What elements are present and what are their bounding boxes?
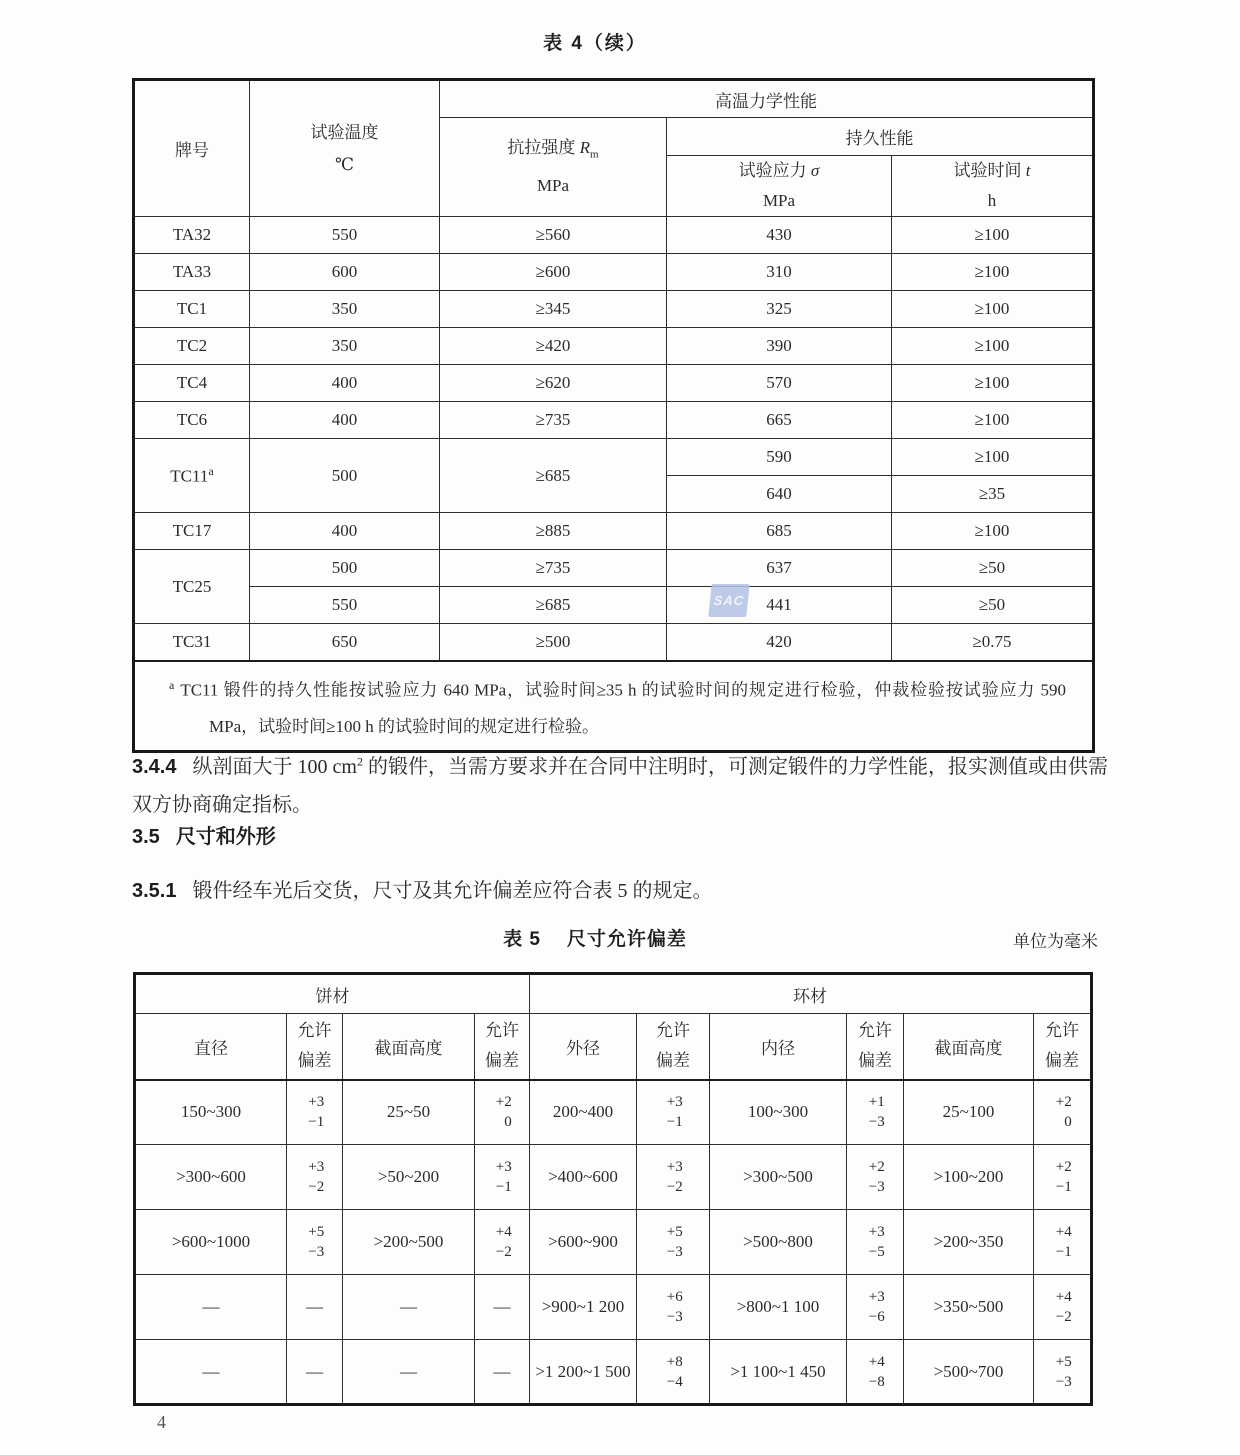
t4-grade-cell: TA32 bbox=[134, 217, 250, 254]
t5-tolerance-cell bbox=[637, 1080, 710, 1145]
t5-range-cell: — bbox=[135, 1275, 287, 1340]
tolerance-plus: +3 bbox=[666, 1094, 683, 1111]
t5-tolerance-cell bbox=[847, 1275, 904, 1340]
t5-tolerance-cell: — bbox=[287, 1340, 343, 1405]
t4-stress-cell: 325 bbox=[667, 291, 892, 328]
tolerance-minus: −6 bbox=[868, 1309, 885, 1325]
t4-time-cell: ≥50 bbox=[892, 587, 1094, 624]
temp-label: 试验温度 bbox=[310, 122, 379, 142]
stress-unit: MPa bbox=[762, 191, 796, 210]
t4-grade-cell bbox=[134, 439, 250, 513]
t5-range-cell: >400~600 bbox=[530, 1145, 637, 1210]
t4-stress-cell: 685 bbox=[667, 513, 892, 550]
t5-range-cell: >300~500 bbox=[710, 1145, 847, 1210]
t5-tolerance-cell bbox=[637, 1210, 710, 1275]
time-unit: h bbox=[987, 191, 997, 210]
table5-row bbox=[135, 1340, 1092, 1405]
t4-stress-cell: 665 bbox=[667, 402, 892, 439]
clause-3-4-4 bbox=[132, 742, 1108, 824]
tolerance-minus: −8 bbox=[868, 1373, 885, 1390]
clause-3-4-4-number: 3.4.4 bbox=[132, 755, 177, 778]
table5-caption-row bbox=[0, 924, 1240, 960]
tolerance-plus: +2 bbox=[1055, 1159, 1072, 1175]
t4-rm-cell: ≥345 bbox=[440, 291, 667, 328]
t4-stress-cell: 570 bbox=[667, 365, 892, 402]
t4-time-cell: ≥0.75 bbox=[892, 624, 1094, 661]
tolerance-minus: −2 bbox=[666, 1179, 683, 1195]
t4-grade-cell: TC31 bbox=[134, 624, 250, 661]
table5-row bbox=[135, 1210, 1092, 1275]
t4-time-cell: ≥100 bbox=[892, 254, 1094, 291]
tolerance-minus: −1 bbox=[1055, 1244, 1072, 1260]
t5-header-tolerance bbox=[1034, 1014, 1092, 1080]
tolerance-minus: −1 bbox=[495, 1179, 512, 1195]
t4-rm-cell: ≥560 bbox=[440, 217, 667, 254]
sac-watermark bbox=[708, 584, 749, 617]
tolerance-line2: 偏差 bbox=[297, 1051, 332, 1071]
tolerance-minus: 0 bbox=[1064, 1114, 1072, 1131]
t4-grade-cell: TC2 bbox=[134, 328, 250, 365]
t5-header-tolerance bbox=[475, 1014, 530, 1080]
t5-range-cell: >600~900 bbox=[530, 1210, 637, 1275]
t5-range-cell: >500~700 bbox=[904, 1340, 1034, 1405]
tolerance-minus: −3 bbox=[666, 1309, 683, 1325]
t5-tolerance-cell bbox=[1034, 1340, 1092, 1405]
t4-stress-cell: 640 bbox=[667, 476, 892, 513]
table4-row bbox=[134, 439, 1094, 476]
t4-time-cell: ≥100 bbox=[892, 291, 1094, 328]
t4-rm-cell: ≥735 bbox=[440, 550, 667, 587]
table5 bbox=[133, 972, 1093, 1406]
tolerance-plus: +3 bbox=[308, 1159, 325, 1175]
t4-rm-cell: ≥620 bbox=[440, 365, 667, 402]
t4-header-grade: 牌号 bbox=[134, 80, 250, 217]
t5-header-diameter: 直径 bbox=[135, 1014, 287, 1080]
t4-stress-cell: 420 bbox=[667, 624, 892, 661]
t5-tolerance-cell bbox=[847, 1080, 904, 1145]
t4-header-stress bbox=[667, 156, 892, 217]
tensile-label: 抗拉强度 bbox=[507, 137, 580, 157]
clause-3-4-4-text-pre: 纵剖面大于 100 cm bbox=[192, 755, 357, 778]
stress-label-line bbox=[667, 156, 891, 186]
t4-header-tensile bbox=[440, 118, 667, 217]
t4-stress-cell: 390 bbox=[667, 328, 892, 365]
tensile-unit: MPa bbox=[536, 176, 570, 196]
t4-grade-cell: TA33 bbox=[134, 254, 250, 291]
tolerance-line2: 偏差 bbox=[1045, 1051, 1079, 1071]
tolerance-minus: 0 bbox=[504, 1114, 512, 1131]
table4-row bbox=[134, 328, 1094, 365]
t5-range-cell: — bbox=[343, 1340, 475, 1405]
t5-tolerance-cell bbox=[637, 1275, 710, 1340]
t4-rm-cell: ≥420 bbox=[440, 328, 667, 365]
tensile-symbol-sub: m bbox=[590, 148, 599, 161]
tolerance-minus: −2 bbox=[495, 1244, 512, 1260]
t4-header-time bbox=[892, 156, 1094, 217]
t4-rm-cell: ≥685 bbox=[440, 587, 667, 624]
t5-range-cell: — bbox=[135, 1340, 287, 1405]
table5-group-row bbox=[135, 974, 1092, 1014]
t4-time-cell: ≥50 bbox=[892, 550, 1094, 587]
t4-grade-cell: TC1 bbox=[134, 291, 250, 328]
t5-tolerance-cell: — bbox=[475, 1340, 530, 1405]
tolerance-minus: −3 bbox=[868, 1179, 885, 1195]
clause-3-5-1-number: 3.5.1 bbox=[132, 880, 177, 902]
t4-time-cell: ≥100 bbox=[892, 217, 1094, 254]
tolerance-line2: 偏差 bbox=[656, 1051, 690, 1071]
tolerance-plus: +4 bbox=[495, 1224, 512, 1240]
t4-temp-cell: 400 bbox=[250, 365, 440, 402]
table4-row bbox=[134, 550, 1094, 587]
tolerance-minus: −2 bbox=[1055, 1309, 1072, 1325]
t4-grade-cell: TC25 bbox=[134, 550, 250, 624]
t5-range-cell: >300~600 bbox=[135, 1145, 287, 1210]
t5-header-outer-diameter: 外径 bbox=[530, 1014, 637, 1080]
tolerance-plus: +2 bbox=[868, 1159, 885, 1175]
t5-tolerance-cell bbox=[1034, 1210, 1092, 1275]
stress-label: 试验应力 bbox=[738, 161, 811, 180]
t5-tolerance-cell bbox=[1034, 1145, 1092, 1210]
t5-range-cell: 25~100 bbox=[904, 1080, 1034, 1145]
t4-stress-cell: 430 bbox=[667, 217, 892, 254]
table5-row bbox=[135, 1080, 1092, 1145]
t4-temp-cell: 500 bbox=[250, 550, 440, 587]
tolerance-line1: 允许 bbox=[297, 1021, 332, 1041]
t5-range-cell: 150~300 bbox=[135, 1080, 287, 1145]
t4-time-cell: ≥100 bbox=[892, 365, 1094, 402]
tolerance-minus: −1 bbox=[666, 1114, 683, 1131]
t5-range-cell: >200~350 bbox=[904, 1210, 1034, 1275]
table4-row bbox=[134, 513, 1094, 550]
table4-row bbox=[134, 254, 1094, 291]
footnote-text: TC11 锻件的持久性能按试验应力 640 MPa，试验时间≥35 h 的试验时间的规定进行检验，仲裁检验按试验应力 590 MPa，试验时间≥100 h 的试验时间的规定进行检验。 bbox=[180, 680, 1067, 737]
t5-tolerance-cell bbox=[475, 1145, 530, 1210]
t5-tolerance-cell bbox=[847, 1210, 904, 1275]
table4-row bbox=[134, 402, 1094, 439]
superscript-2: 2 bbox=[356, 754, 363, 768]
t5-tolerance-cell: — bbox=[287, 1275, 343, 1340]
t5-header-tolerance bbox=[637, 1014, 710, 1080]
t5-header-inner-diameter: 内径 bbox=[710, 1014, 847, 1080]
tolerance-plus: +4 bbox=[1055, 1224, 1072, 1240]
tolerance-line1: 允许 bbox=[858, 1021, 892, 1041]
tolerance-plus: +5 bbox=[308, 1224, 325, 1240]
tolerance-plus: +8 bbox=[666, 1353, 683, 1370]
tolerance-plus: +5 bbox=[666, 1224, 683, 1240]
t4-rm-cell: ≥685 bbox=[440, 439, 667, 513]
t5-tolerance-cell bbox=[287, 1080, 343, 1145]
sigma-symbol: σ bbox=[810, 161, 820, 180]
t4-grade-cell: TC4 bbox=[134, 365, 250, 402]
t5-header-tolerance bbox=[847, 1014, 904, 1080]
time-label-line bbox=[892, 156, 1092, 186]
watermark-text: SAC bbox=[712, 593, 746, 608]
t5-group-cake: 饼材 bbox=[135, 974, 530, 1014]
t5-range-cell: — bbox=[343, 1275, 475, 1340]
t4-temp-cell: 400 bbox=[250, 513, 440, 550]
table5-caption-title: 尺寸允许偏差 bbox=[566, 929, 687, 950]
table4-footnote-row bbox=[134, 661, 1094, 752]
t4-header-temp bbox=[250, 80, 440, 217]
clause-3-5-number: 3.5 bbox=[132, 826, 160, 848]
tolerance-minus: −3 bbox=[1055, 1373, 1072, 1390]
tolerance-minus: −1 bbox=[1055, 1179, 1072, 1195]
t4-time-cell: ≥100 bbox=[892, 439, 1094, 476]
t-symbol: t bbox=[1025, 161, 1031, 180]
t4-header-endurance-group: 持久性能 bbox=[667, 118, 1094, 156]
t4-temp-cell: 550 bbox=[250, 217, 440, 254]
table5-unit-note: 单位为毫米 bbox=[1013, 932, 1098, 951]
t4-time-cell: ≥100 bbox=[892, 513, 1094, 550]
t4-rm-cell: ≥735 bbox=[440, 402, 667, 439]
grade-text: TC11 bbox=[170, 466, 209, 486]
t5-range-cell: >50~200 bbox=[343, 1145, 475, 1210]
t5-tolerance-cell bbox=[1034, 1275, 1092, 1340]
tolerance-line1: 允许 bbox=[485, 1021, 519, 1041]
clause-3-5-1 bbox=[132, 872, 1108, 910]
t5-range-cell: 100~300 bbox=[710, 1080, 847, 1145]
table5-row bbox=[135, 1275, 1092, 1340]
t4-time-cell: ≥100 bbox=[892, 402, 1094, 439]
t5-range-cell: >1 200~1 500 bbox=[530, 1340, 637, 1405]
table4-row bbox=[134, 217, 1094, 254]
tolerance-line2: 偏差 bbox=[485, 1051, 519, 1071]
tolerance-minus: −5 bbox=[868, 1244, 885, 1260]
tolerance-minus: −2 bbox=[308, 1179, 325, 1195]
t5-tolerance-cell bbox=[475, 1080, 530, 1145]
tolerance-minus: −1 bbox=[308, 1114, 325, 1131]
clause-3-5-heading bbox=[132, 820, 276, 849]
t5-tolerance-cell: — bbox=[475, 1275, 530, 1340]
t4-temp-cell: 550 bbox=[250, 587, 440, 624]
t5-tolerance-cell bbox=[637, 1145, 710, 1210]
t4-rm-cell: ≥885 bbox=[440, 513, 667, 550]
table5-row bbox=[135, 1145, 1092, 1210]
t4-stress-cell: 590 bbox=[667, 439, 892, 476]
clause-3-4-4-text bbox=[132, 756, 1108, 816]
t5-tolerance-cell bbox=[475, 1210, 530, 1275]
page-number: 4 bbox=[157, 1412, 166, 1432]
t4-temp-cell: 400 bbox=[250, 402, 440, 439]
t4-time-cell: ≥35 bbox=[892, 476, 1094, 513]
tolerance-plus: +2 bbox=[1055, 1094, 1072, 1111]
tolerance-plus: +4 bbox=[1055, 1289, 1072, 1305]
table4-header-row-1 bbox=[134, 80, 1094, 118]
footnote-marker: a bbox=[169, 677, 175, 692]
table4-caption: 表 4（续） bbox=[543, 33, 647, 54]
footnote-marker-ref: a bbox=[208, 464, 214, 479]
t5-tolerance-cell bbox=[1034, 1080, 1092, 1145]
clause-3-4-4-text-post: 的锻件，当需方要求并在合同中注明时，可测定锻件的力学性能，报实测值或由供需双方协商确定指标。 bbox=[132, 755, 1109, 816]
t5-range-cell: >500~800 bbox=[710, 1210, 847, 1275]
t4-temp-cell: 650 bbox=[250, 624, 440, 661]
t5-header-section-height: 截面高度 bbox=[343, 1014, 475, 1080]
tolerance-line1: 允许 bbox=[1045, 1021, 1079, 1041]
t4-rm-cell: ≥500 bbox=[440, 624, 667, 661]
t4-grade-cell: TC6 bbox=[134, 402, 250, 439]
tolerance-plus: +3 bbox=[308, 1094, 325, 1111]
tolerance-plus: +1 bbox=[868, 1094, 885, 1111]
table4-row bbox=[134, 624, 1094, 661]
tolerance-line1: 允许 bbox=[656, 1021, 690, 1041]
tolerance-plus: +3 bbox=[666, 1159, 683, 1175]
t5-range-cell: >1 100~1 450 bbox=[710, 1340, 847, 1405]
tolerance-line2: 偏差 bbox=[858, 1051, 892, 1071]
tolerance-plus: +4 bbox=[868, 1353, 885, 1370]
t4-time-cell: ≥100 bbox=[892, 328, 1094, 365]
tolerance-minus: −3 bbox=[666, 1244, 683, 1260]
t5-range-cell: >800~1 100 bbox=[710, 1275, 847, 1340]
time-label: 试验时间 bbox=[953, 161, 1026, 180]
t4-grade-cell: TC17 bbox=[134, 513, 250, 550]
table4-row bbox=[134, 365, 1094, 402]
table4-row bbox=[134, 587, 1094, 624]
t5-tolerance-cell bbox=[637, 1340, 710, 1405]
tolerance-minus: −3 bbox=[308, 1244, 325, 1260]
t4-stress-cell: 441 bbox=[667, 587, 892, 624]
t5-range-cell: >100~200 bbox=[904, 1145, 1034, 1210]
t4-temp-cell: 350 bbox=[250, 328, 440, 365]
table4-footnote bbox=[134, 661, 1094, 752]
t4-temp-cell: 600 bbox=[250, 254, 440, 291]
t5-range-cell: >200~500 bbox=[343, 1210, 475, 1275]
tolerance-minus: −4 bbox=[666, 1373, 683, 1390]
table5-caption bbox=[0, 924, 1190, 951]
t4-stress-cell: 310 bbox=[667, 254, 892, 291]
t4-rm-cell: ≥600 bbox=[440, 254, 667, 291]
t4-stress-cell: 637 bbox=[667, 550, 892, 587]
t5-range-cell: >600~1000 bbox=[135, 1210, 287, 1275]
t5-tolerance-cell bbox=[287, 1210, 343, 1275]
t5-tolerance-cell bbox=[287, 1145, 343, 1210]
t5-header-section-height: 截面高度 bbox=[904, 1014, 1034, 1080]
tolerance-plus: +3 bbox=[495, 1159, 512, 1175]
table4-row bbox=[134, 291, 1094, 328]
tolerance-plus: +6 bbox=[666, 1289, 683, 1305]
t4-temp-cell: 350 bbox=[250, 291, 440, 328]
t5-group-ring: 环材 bbox=[530, 974, 1092, 1014]
t5-tolerance-cell bbox=[847, 1145, 904, 1210]
t5-range-cell: 200~400 bbox=[530, 1080, 637, 1145]
tolerance-plus: +2 bbox=[495, 1094, 512, 1111]
table5-header-row bbox=[135, 1014, 1092, 1080]
t4-header-high-temp-group: 高温力学性能 bbox=[440, 80, 1094, 118]
tolerance-minus: −3 bbox=[868, 1114, 885, 1131]
t5-header-tolerance bbox=[287, 1014, 343, 1080]
clause-3-5-1-text: 锻件经车光后交货，尺寸及其允许偏差应符合表 5 的规定。 bbox=[192, 880, 713, 902]
t5-tolerance-cell bbox=[847, 1340, 904, 1405]
celsius-unit: ℃ bbox=[334, 154, 355, 174]
tensile-symbol: R bbox=[579, 137, 591, 157]
table4 bbox=[132, 78, 1095, 753]
t5-range-cell: 25~50 bbox=[343, 1080, 475, 1145]
clause-3-5-title: 尺寸和外形 bbox=[175, 826, 276, 848]
tolerance-plus: +3 bbox=[868, 1289, 885, 1305]
tolerance-plus: +5 bbox=[1055, 1353, 1072, 1370]
t4-temp-cell: 500 bbox=[250, 439, 440, 513]
tolerance-plus: +3 bbox=[868, 1224, 885, 1240]
t5-range-cell: >350~500 bbox=[904, 1275, 1034, 1340]
tensile-label-line bbox=[440, 132, 666, 170]
table5-caption-label: 表 5 bbox=[503, 929, 541, 950]
t5-range-cell: >900~1 200 bbox=[530, 1275, 637, 1340]
